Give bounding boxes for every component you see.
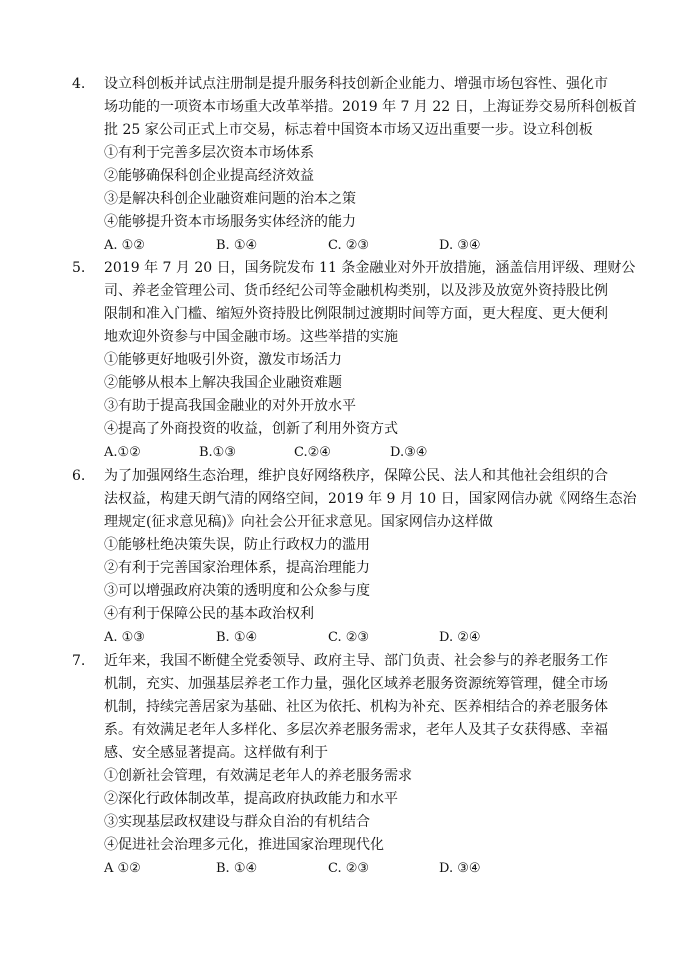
statement: ④提高了外商投资的收益，创新了利用外资方式 (104, 421, 398, 437)
choice-a[interactable]: A ①② (104, 861, 141, 876)
stem-line: 机制，持续完善居家为基础、社区为依托、机构为补充、医养相结合的养老服务体 (104, 699, 608, 715)
choice-c[interactable]: C.②④ (294, 445, 331, 460)
statement: ②能够确保科创企业提高经济效益 (104, 168, 314, 184)
stem-line: 近年来，我国不断健全党委领导、政府主导、部门负责、社会参与的养老服务工作 (104, 653, 608, 669)
stem-line: 限制和准入门槛、缩短外资持股比例限制过渡期时间等方面，更大程度、更大便利 (104, 306, 608, 322)
choice-b[interactable]: B.①③ (199, 445, 236, 460)
stem-line: 场功能的一项资本市场重大改革举措。2019 年 7 月 22 日，上海证券交易所科创板首 (104, 99, 637, 115)
stem-line: 机制，充实、加强基层养老工作力量，强化区域养老服务资源统筹管理，健全市场 (104, 676, 608, 692)
question-number: 6. (72, 468, 86, 484)
choice-a[interactable]: A. ①② (104, 238, 145, 253)
stem-line: 系。有效满足老年人多样化、多层次养老服务需求，老年人及其子女获得感、幸福 (104, 722, 608, 738)
statement: ③实现基层政权建设与群众自治的有机结合 (104, 814, 370, 830)
statement: ②有利于完善国家治理体系，提高治理能力 (104, 560, 370, 576)
choice-d[interactable]: D.③④ (390, 445, 428, 460)
question-number: 5. (72, 260, 86, 276)
statement: ③是解决科创企业融资难问题的治本之策 (104, 191, 356, 207)
choice-b[interactable]: B. ①④ (216, 861, 258, 876)
choice-c[interactable]: C. ②③ (328, 861, 370, 876)
statement: ③可以增强政府决策的透明度和公众参与度 (104, 583, 370, 599)
statement: ④促进社会治理多元化，推进国家治理现代化 (104, 837, 384, 853)
question-number: 7. (72, 653, 86, 669)
stem-line: 设立科创板并试点注册制是提升服务科技创新企业能力、增强市场包容性、强化市 (104, 76, 608, 92)
question-stem (104, 73, 637, 257)
choice-b[interactable]: B. ①④ (216, 238, 258, 253)
statement: ②深化行政体制改革，提高政府执政能力和水平 (104, 791, 398, 807)
stem-line: 地欢迎外资参与中国金融市场。这些举措的实施 (104, 329, 398, 345)
statement: ①能够杜绝决策失误，防止行政权力的滥用 (104, 537, 370, 553)
statement: ①有利于完善多层次资本市场体系 (104, 145, 314, 161)
choices (104, 857, 624, 880)
question-stem (104, 465, 637, 649)
choices (104, 441, 624, 464)
choice-b[interactable]: B. ①④ (216, 630, 258, 645)
statement: ①创新社会管理，有效满足老年人的养老服务需求 (104, 768, 412, 784)
choice-a[interactable]: A. ①③ (104, 630, 145, 645)
stem-line: 理规定(征求意见稿)》向社会公开征求意见。国家网信办这样做 (104, 514, 493, 530)
stem-line: 法权益，构建天朗气清的网络空间，2019 年 9 月 10 日，国家网信办就《网络生态治 (104, 491, 637, 507)
stem-line: 2019 年 7 月 20 日，国务院发布 11 条金融业对外开放措施，涵盖信用评级、理财公 (104, 260, 636, 276)
choice-c[interactable]: C. ②③ (328, 630, 370, 645)
choices (104, 626, 624, 649)
choices (104, 234, 624, 257)
stem-line: 为了加强网络生态治理，维护良好网络秩序，保障公民、法人和其他社会组织的合 (104, 468, 608, 484)
stem-line: 感、安全感显著提高。这样做有利于 (104, 745, 328, 761)
stem-line: 司、养老金管理公司、货币经纪公司等金融机构类别，以及涉及放宽外资持股比例 (104, 283, 608, 299)
statement: ④能够提升资本市场服务实体经济的能力 (104, 214, 356, 230)
statement: ④有利于保障公民的基本政治权利 (104, 606, 314, 622)
question-number: 4. (72, 76, 86, 92)
statement: ②能够从根本上解决我国企业融资难题 (104, 375, 342, 391)
choice-d[interactable]: D. ③④ (439, 238, 481, 253)
question-stem (104, 257, 636, 464)
statement: ①能够更好地吸引外资，激发市场活力 (104, 352, 342, 368)
choice-a[interactable]: A.①② (104, 445, 141, 460)
question-stem (104, 650, 624, 880)
statement: ③有助于提高我国金融业的对外开放水平 (104, 398, 356, 414)
choice-d[interactable]: D. ②④ (439, 630, 481, 645)
choice-d[interactable]: D. ③④ (439, 861, 481, 876)
choice-c[interactable]: C. ②③ (328, 238, 370, 253)
stem-line: 批 25 家公司正式上市交易，标志着中国资本市场又迈出重要一步。设立科创板 (104, 122, 593, 138)
